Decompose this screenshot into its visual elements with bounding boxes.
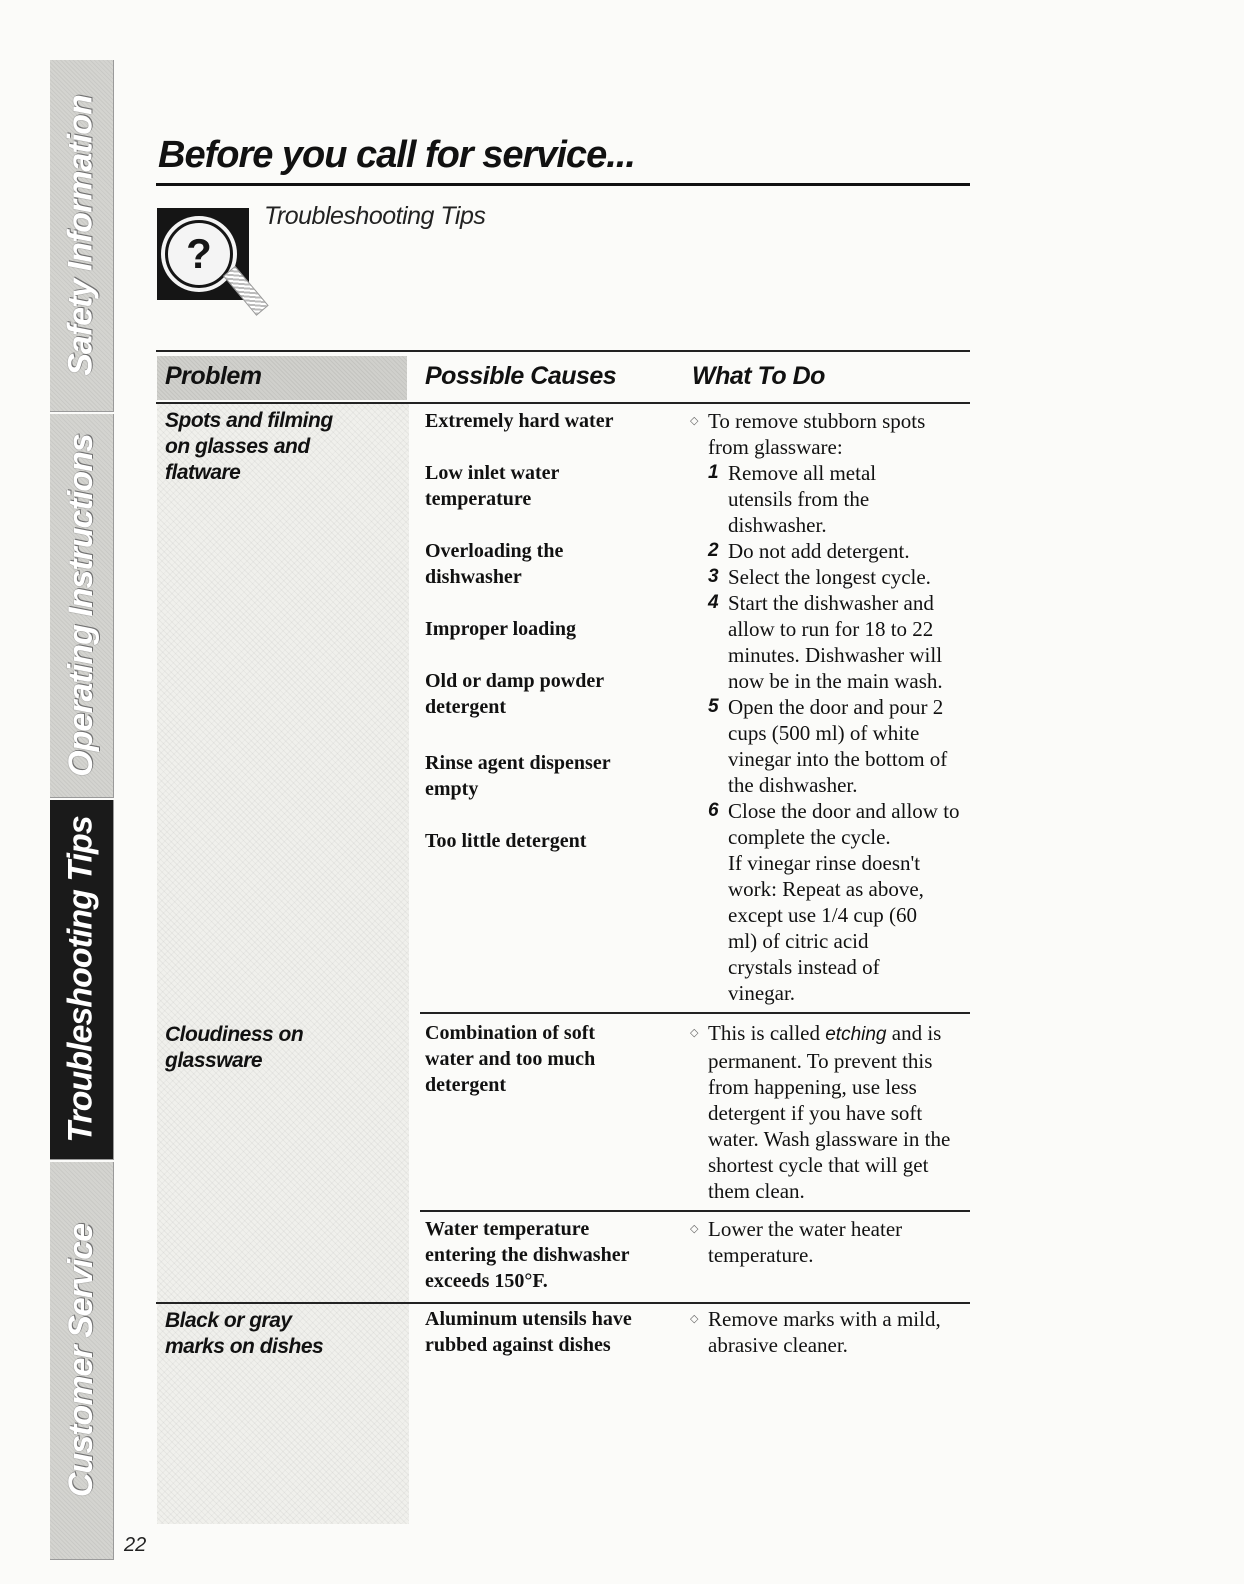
todo-outro: If vinegar rinse doesn't work: Repeat as above, except use 1/4 cup (60 ml) of citric acid crystals instead of vinegar. [728,851,924,1005]
step-item [690,798,980,850]
problem-cloudiness: Cloudiness on glassware [165,1023,304,1072]
question-magnifier-icon [157,208,249,300]
todo-text: This is called [708,1021,820,1045]
step-text: Start the dishwasher and allow to run for 18 to 22 minutes. Dishwasher will now be in the main wash. [728,591,943,693]
cause-item: Too little detergent [425,830,587,852]
header-problem: Problem [165,362,262,390]
step-number: 2 [708,540,719,561]
step-number: 5 [708,696,719,717]
todo-text: Lower the water heater temperature. [708,1217,903,1267]
todo-cloudiness [690,1020,980,1204]
step-text: Do not add detergent. [728,539,910,563]
todo-black-gray-marks [690,1306,980,1358]
tab-safety-information[interactable] [50,60,114,412]
step-number: 3 [708,566,719,587]
cause-item: Rinse agent dispenser empty [425,752,611,800]
tab-label: Safety Information [62,95,101,376]
row-rule [420,1012,970,1014]
todo-text: Remove marks with a mild, abrasive cleaner. [708,1307,941,1357]
step-number: 6 [708,800,719,821]
step-item [690,564,980,590]
step-item [690,538,980,564]
step-text: Close the door and allow to complete the cycle. [728,799,960,849]
title-rule [156,183,970,186]
tab-customer-service[interactable] [50,1162,114,1560]
problem-spots-filming: Spots and filming on glasses and flatware [165,409,333,484]
todo-water-temperature [690,1216,980,1268]
todo-text: and is permanent. To prevent this from happening, use less detergent if you have soft water. Wash glassware in the shortest cycle that will get them clean. [708,1021,951,1203]
cause-item: Extremely hard water [425,410,614,432]
question-mark-icon: ? [165,220,233,288]
step-number: 4 [708,592,719,613]
cause-item: Aluminum utensils have rubbed against dishes [425,1308,632,1356]
step-number: 1 [708,462,719,483]
step-text: Remove all metal utensils from the dishwasher. [728,461,877,537]
header-possible-causes: Possible Causes [425,362,617,390]
cause-item: Low inlet water temperature [425,462,560,510]
table-top-rule [156,350,970,352]
page-number: 22 [124,1534,147,1556]
step-item [690,590,980,694]
problem-black-gray-marks: Black or gray marks on dishes [165,1309,324,1358]
bullet-icon: ◇ [690,415,699,427]
header-rule [156,402,970,404]
step-item [690,460,980,538]
todo-spots-filming [690,408,980,1006]
bullet-icon: ◇ [690,1027,699,1039]
etching-term: etching [825,1024,887,1045]
tab-label: Operating Instructions [62,434,100,777]
cause-item: Improper loading [425,618,576,640]
section-subtitle: Troubleshooting Tips [264,202,486,230]
step-text: Open the door and pour 2 cups (500 ml) of white vinegar into the bottom of the dishwasher. [728,695,948,797]
step-item [690,694,980,798]
cause-item: Water temperature entering the dishwasher exceeds 150°F. [425,1218,630,1292]
step-text: Select the longest cycle. [728,565,931,589]
tab-label: Troubleshooting Tips [62,816,101,1143]
bullet-icon: ◇ [690,1223,699,1235]
cause-item: Combination of soft water and too much detergent [425,1022,596,1096]
tab-label: Customer Service [62,1223,101,1498]
row-rule [156,1302,970,1304]
row-rule [420,1210,970,1212]
cause-item: Old or damp powder detergent [425,670,604,718]
bullet-icon: ◇ [690,1313,699,1325]
tab-troubleshooting-tips[interactable] [50,800,114,1160]
magnifier-handle [223,266,269,316]
tab-operating-instructions[interactable] [50,414,114,798]
header-what-to-do: What To Do [692,362,825,390]
page-title: Before you call for service... [158,134,635,176]
cause-item: Overloading the dishwasher [425,540,564,588]
todo-intro: To remove stubborn spots from glassware: [708,409,926,459]
